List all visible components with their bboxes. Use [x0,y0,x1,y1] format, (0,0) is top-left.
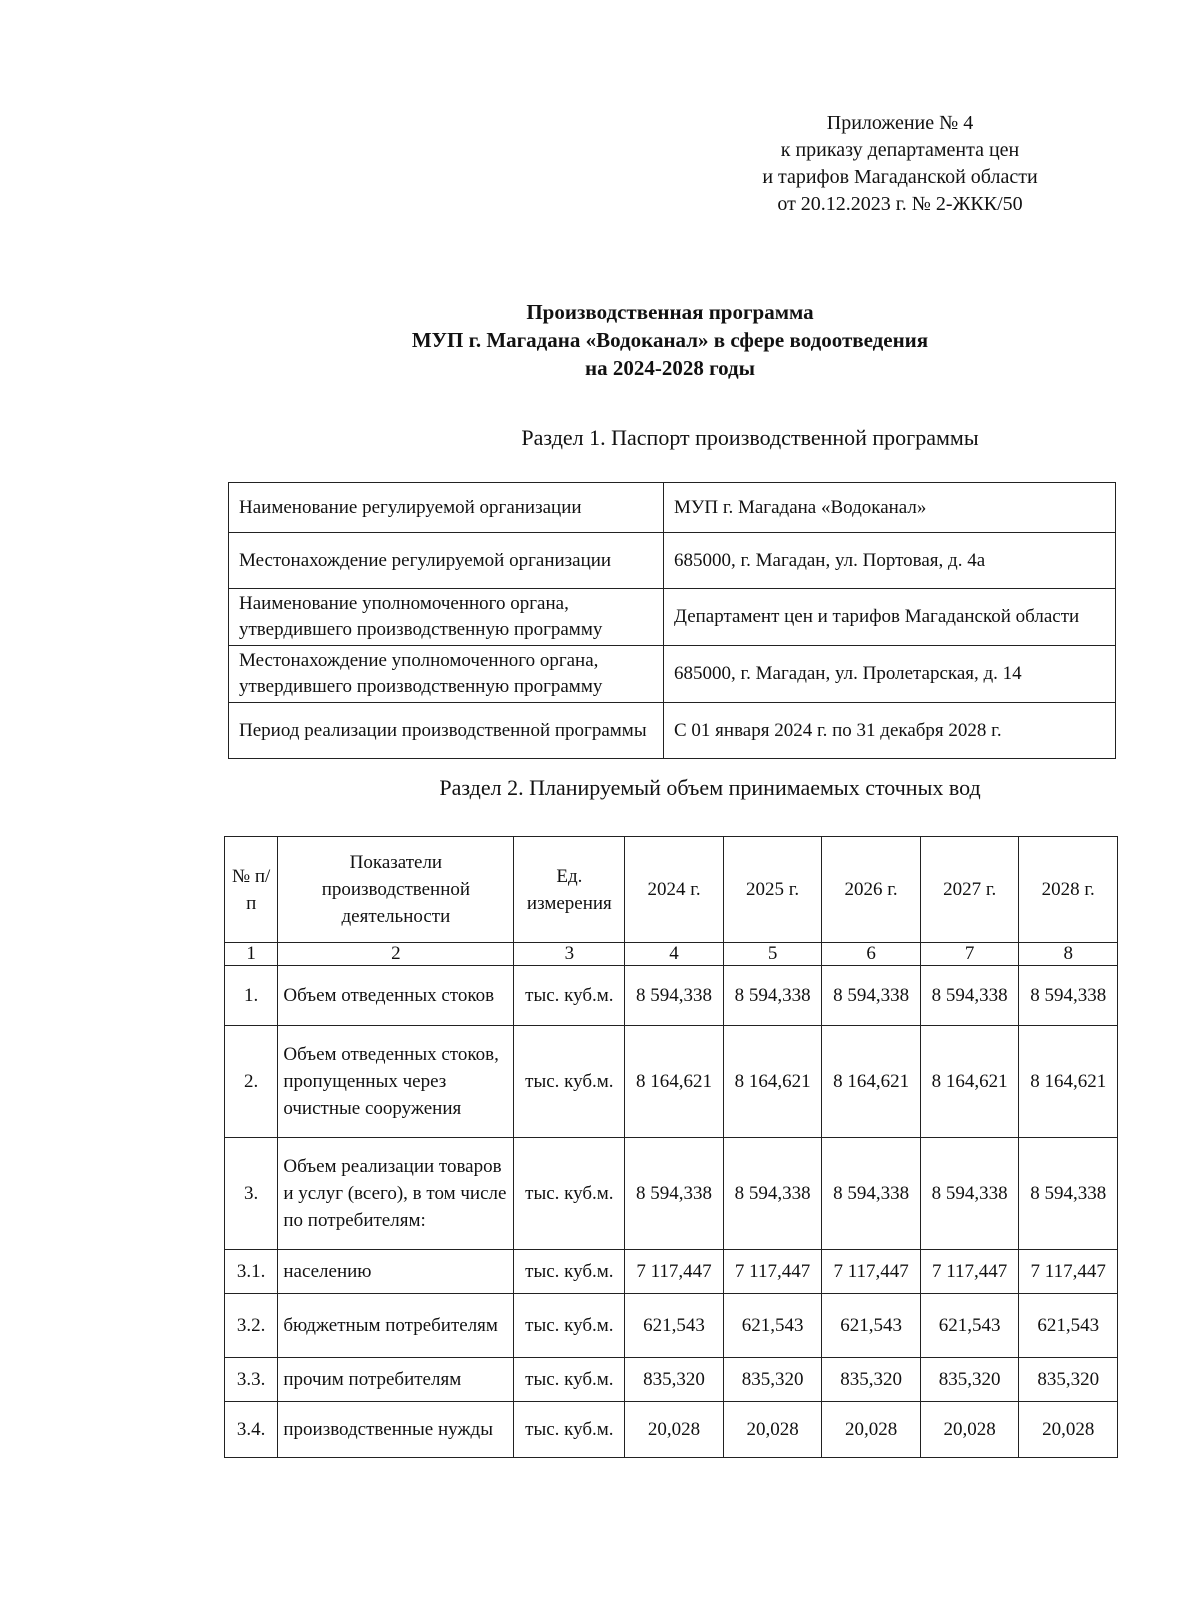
indicator-name: населению [278,1250,514,1294]
value-cell: 7 117,447 [822,1250,921,1294]
table-row [229,483,1116,533]
table-header-row [225,837,1118,943]
column-number: 8 [1019,943,1118,966]
column-header: 2024 г. [625,837,724,943]
column-header: № п/п [225,837,278,943]
indicator-name: Объем реализации товаров и услуг (всего), в том числе по потребителям: [278,1138,514,1250]
column-number: 5 [723,943,822,966]
column-number: 4 [625,943,724,966]
table-row [229,703,1116,759]
passport-label: Наименование регулируемой организации [229,483,664,533]
value-cell: 621,543 [625,1294,724,1358]
passport-label: Наименование уполномоченного органа, утвердившего производственную программу [229,589,664,646]
value-cell: 7 117,447 [920,1250,1019,1294]
row-number: 2. [225,1026,278,1138]
table-row [225,1138,1118,1250]
value-cell: 8 594,338 [625,1138,724,1250]
passport-value: С 01 января 2024 г. по 31 декабря 2028 г. [664,703,1116,759]
indicator-name: Объем отведенных стоков [278,966,514,1026]
value-cell: 8 594,338 [625,966,724,1026]
section2-heading: Раздел 2. Планируемый объем принимаемых сточных вод [439,775,981,800]
value-cell: 20,028 [625,1402,724,1458]
row-number: 3.4. [225,1402,278,1458]
appendix-line: от 20.12.2023 г. № 2-ЖКК/50 [777,193,1023,215]
unit-cell: тыс. куб.м. [514,1358,625,1402]
column-header: 2025 г. [723,837,822,943]
indicator-name: прочим потребителям [278,1358,514,1402]
unit-cell: тыс. куб.м. [514,1138,625,1250]
column-number: 2 [278,943,514,966]
row-number: 3.3. [225,1358,278,1402]
passport-label: Период реализации производственной программы [229,703,664,759]
table-row [225,1294,1118,1358]
table-row [225,1358,1118,1402]
passport-label: Местонахождение регулируемой организации [229,533,664,589]
appendix-line: и тарифов Магаданской области [762,166,1038,188]
value-cell: 621,543 [1019,1294,1118,1358]
table-row [225,1402,1118,1458]
value-cell: 8 594,338 [1019,966,1118,1026]
table-row [229,589,1116,646]
passport-value: Департамент цен и тарифов Магаданской области [664,589,1116,646]
passport-label: Местонахождение уполномоченного органа, утвердившего производственную программу [229,646,664,703]
value-cell: 8 164,621 [822,1026,921,1138]
column-header: Показатели производственной деятельности [278,837,514,943]
column-number: 7 [920,943,1019,966]
column-header: 2027 г. [920,837,1019,943]
table-row [225,1250,1118,1294]
table-row [225,966,1118,1026]
value-cell: 8 164,621 [1019,1026,1118,1138]
passport-value: МУП г. Магадана «Водоканал» [664,483,1116,533]
value-cell: 7 117,447 [723,1250,822,1294]
table-row [225,1026,1118,1138]
volumes-table [224,836,1118,1458]
value-cell: 8 594,338 [723,966,822,1026]
value-cell: 835,320 [822,1358,921,1402]
value-cell: 621,543 [920,1294,1019,1358]
appendix-line: Приложение № 4 [826,112,974,134]
column-number: 3 [514,943,625,966]
value-cell: 835,320 [920,1358,1019,1402]
value-cell: 621,543 [723,1294,822,1358]
passport-value: 685000, г. Магадан, ул. Пролетарская, д. 14 [664,646,1116,703]
table-row [229,646,1116,703]
value-cell: 7 117,447 [625,1250,724,1294]
unit-cell: тыс. куб.м. [514,1294,625,1358]
row-number: 3.2. [225,1294,278,1358]
title-line: на 2024-2028 годы [584,356,756,380]
value-cell: 8 164,621 [920,1026,1019,1138]
title-line: МУП г. Магадана «Водоканал» в сфере водоотведения [411,328,929,352]
value-cell: 8 594,338 [920,966,1019,1026]
unit-cell: тыс. куб.м. [514,1026,625,1138]
row-number: 3. [225,1138,278,1250]
appendix-header [700,110,1100,218]
unit-cell: тыс. куб.м. [514,1402,625,1458]
value-cell: 20,028 [822,1402,921,1458]
value-cell: 8 164,621 [625,1026,724,1138]
value-cell: 835,320 [625,1358,724,1402]
value-cell: 621,543 [822,1294,921,1358]
row-number: 3.1. [225,1250,278,1294]
column-number-row [225,943,1118,966]
value-cell: 8 594,338 [920,1138,1019,1250]
table-row [229,533,1116,589]
indicator-name: производственные нужды [278,1402,514,1458]
unit-cell: тыс. куб.м. [514,1250,625,1294]
passport-table [228,482,1116,759]
row-number: 1. [225,966,278,1026]
value-cell: 7 117,447 [1019,1250,1118,1294]
column-header: Ед. измерения [514,837,625,943]
section1-heading: Раздел 1. Паспорт производственной программы [521,425,979,450]
column-number: 6 [822,943,921,966]
value-cell: 20,028 [1019,1402,1118,1458]
indicator-name: Объем отведенных стоков, пропущенных через очистные сооружения [278,1026,514,1138]
value-cell: 8 594,338 [723,1138,822,1250]
value-cell: 8 594,338 [1019,1138,1118,1250]
value-cell: 8 164,621 [723,1026,822,1138]
value-cell: 8 594,338 [822,966,921,1026]
column-header: 2028 г. [1019,837,1118,943]
indicator-name: бюджетным потребителям [278,1294,514,1358]
value-cell: 835,320 [1019,1358,1118,1402]
value-cell: 8 594,338 [822,1138,921,1250]
passport-value: 685000, г. Магадан, ул. Портовая, д. 4а [664,533,1116,589]
document-title [225,298,1115,382]
title-line: Производственная программа [526,300,814,324]
value-cell: 20,028 [920,1402,1019,1458]
value-cell: 835,320 [723,1358,822,1402]
column-header: 2026 г. [822,837,921,943]
unit-cell: тыс. куб.м. [514,966,625,1026]
appendix-line: к приказу департамента цен [780,139,1020,161]
value-cell: 20,028 [723,1402,822,1458]
column-number: 1 [225,943,278,966]
